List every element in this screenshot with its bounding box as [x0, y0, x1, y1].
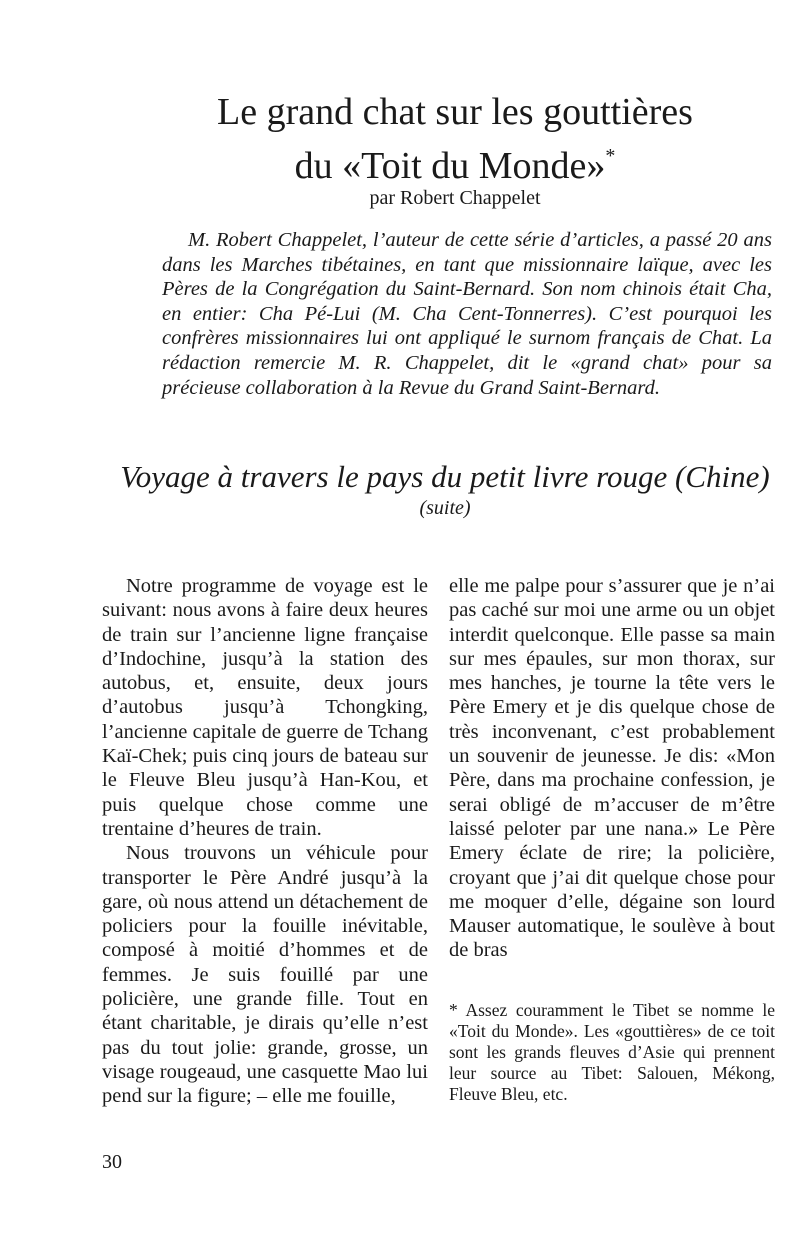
section-subtitle: Voyage à travers le pays du petit livre rouge (Chine)	[120, 459, 770, 494]
right-column	[449, 574, 775, 963]
byline: par Robert Chappelet	[369, 187, 541, 209]
left-column	[102, 574, 428, 1109]
page-number: 30	[102, 1151, 122, 1173]
paragraph: Notre programme de voyage est le suivant: nous avons à faire deux heures de train sur l’ancienne ligne française d’Indochine, jusqu’à la station des autobus, et, ensuite, deux jours d’autobus jusqu’à Tchongking, l’ancienne capitale de guerre de Tchang Kaï-Chek; puis cinq jours de bateau sur le Fleuve Bleu jusqu’à Han-Kou, et puis quelque chose comme une trentaine d’heures de train.	[102, 575, 428, 840]
article-title-line-1: Le grand chat sur les gouttières	[217, 91, 693, 133]
article-title-line-2-text: du «Toit du Monde»	[294, 145, 606, 187]
footnote: * Assez couramment le Tibet se nomme le «Toit du Monde». Les «gouttières» de ce toit sont les grands fleuves d’Asie qui prennent leur source au Tibet: Salouen, Mékong, Fleuve Bleu, etc.	[449, 1000, 775, 1104]
title-footnote-marker: *	[605, 145, 616, 167]
subtitle-note: (suite)	[419, 497, 471, 519]
editorial-intro: M. Robert Chappelet, l’auteur de cette série d’articles, a passé 20 ans dans les Marches tibétaines, en tant que missionnaire laïque, avec les Pères de la Congrégation du Saint-Bernard. Son nom chinois était Cha, en entier: Cha Pé-Lui (M. Cha Cent-Tonnerres). C’est pourquoi les confrères missionnaires lui ont appliqué le surnom français de Chat. La rédaction remercie M. R. Chappelet, dit le «grand chat» pour sa précieuse collaboration à la Revue du Grand Saint-Bernard.	[162, 229, 772, 399]
paragraph: elle me palpe pour s’assurer que je n’ai pas caché sur moi une arme ou un objet interdit quelconque. Elle passe sa main sur mes épaules, sur mon thorax, sur mes hanches, je tourne la tête vers le Père Emery et je dis quelque chose de très inconvenant, c’est probablement un souvenir de jeunesse. Je dis: «Mon Père, dans ma prochaine confession, je serai obligé de m’accuser de m’être laissé peloter par une nana.» Le Père Emery éclate de rire; la policière, croyant que j’ai dit quelque chose pour me moquer d’elle, dégaine son lourd Mauser automatique, le soulève à bout de bras	[449, 575, 775, 962]
paragraph: Nous trouvons un véhicule pour transporter le Père André jusqu’à la gare, où nous attend un détachement de policiers pour la fouille inévitable, composé à moitié d’hommes et de femmes. Je suis fouillé par une policière, une grande fille. Tout en étant charitable, je dirais qu’elle n’est pas du tout jolie: grande, grosse, un visage rougeaud, une casquette Mao lui pend sur la figure; – elle me fouille,	[102, 842, 428, 1108]
article-title-line-2	[100, 134, 800, 188]
